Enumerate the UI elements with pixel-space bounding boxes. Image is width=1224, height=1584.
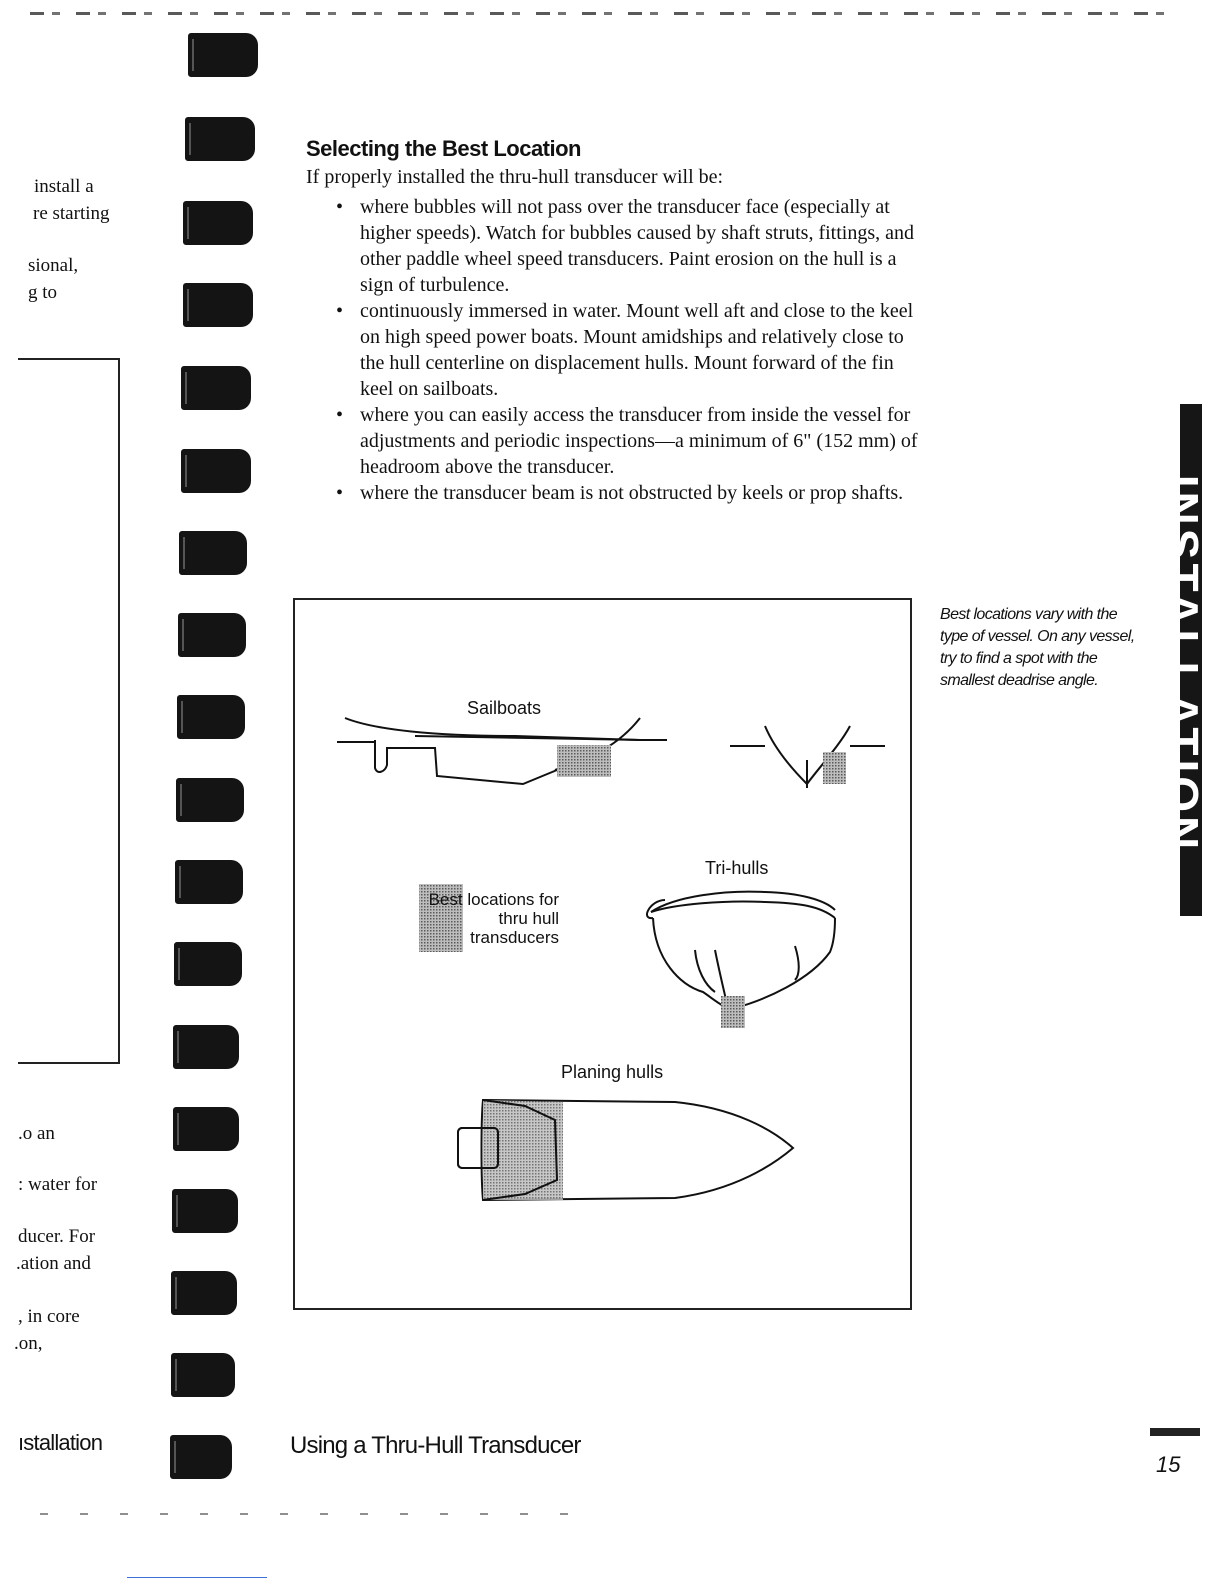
trihull-view <box>647 892 835 1009</box>
bullet-icon: • <box>336 482 344 504</box>
section-tab-label: INSTALLATION <box>1156 474 1208 854</box>
facing-page-box <box>18 358 120 1064</box>
margin-fragment: .ation and <box>16 1253 91 1274</box>
margin-fragment: install a <box>34 176 94 197</box>
section-intro: If properly installed the thru-hull transducer will be: <box>306 166 724 188</box>
binding-ring <box>183 283 253 327</box>
binding-ring <box>171 1353 235 1397</box>
sailboat-end-view <box>730 726 885 788</box>
trihull-location-marker <box>721 996 745 1028</box>
margin-fragment: .o an <box>18 1123 55 1144</box>
margin-fragment: .on, <box>14 1333 43 1354</box>
trihulls-label: Tri-hulls <box>705 858 769 878</box>
list-item: • where you can easily access the transducer from inside the vessel for adjustments and periodic inspections—a minimum of 6" (152 mm) of headroom above the transducer. <box>336 404 918 478</box>
binding-ring <box>185 117 255 161</box>
binding-ring <box>176 778 244 822</box>
hull-diagram <box>295 600 910 1308</box>
margin-fragment: re starting <box>33 203 110 224</box>
margin-fragment: g to <box>28 282 58 303</box>
margin-fragment: : water for <box>18 1174 98 1195</box>
page-number: 15 <box>1156 1452 1181 1477</box>
planing-location-marker <box>483 1100 563 1200</box>
planing-hulls-label: Planing hulls <box>561 1062 664 1082</box>
sailboats-label: Sailboats <box>467 698 542 718</box>
binding-ring <box>179 531 247 575</box>
list-item: • where the transducer beam is not obstructed by keels or prop shafts. <box>336 482 904 504</box>
binding-ring <box>175 860 243 904</box>
binding-ring <box>170 1435 232 1479</box>
bullet-icon: • <box>336 196 344 218</box>
scan-artifact-bottom <box>40 1513 600 1515</box>
sailboat-side-view <box>337 718 667 784</box>
binding-ring <box>172 1189 238 1233</box>
binding-ring <box>178 613 246 657</box>
binding-ring <box>171 1271 237 1315</box>
location-criteria-list <box>330 194 930 506</box>
section-tab <box>1156 404 1208 916</box>
binding-ring <box>173 1107 239 1151</box>
binding-ring <box>181 449 251 493</box>
margin-fragment: , in core <box>18 1306 80 1327</box>
hull-location-figure <box>293 598 912 1310</box>
margin-fragment: ducer. For <box>18 1226 96 1247</box>
bullet-icon: • <box>336 300 344 322</box>
margin-fragment: ıstallation <box>18 1430 103 1455</box>
binding-ring <box>177 695 245 739</box>
scan-artifact-rule <box>127 1577 267 1578</box>
footer-title: Using a Thru-Hull Transducer <box>290 1432 581 1459</box>
binding-ring <box>173 1025 239 1069</box>
legend-text: Best locations for thru hull transducers <box>428 890 559 947</box>
section-heading: Selecting the Best Location <box>306 136 581 161</box>
list-item: • where bubbles will not pass over the transducer face (especially at higher speeds). Watch for bubbles caused by shaft struts, fittings, and other paddle wheel speed transducers. Paint erosion on the hull is a sign of turbulence. <box>336 196 915 296</box>
binding-ring <box>181 366 251 410</box>
list-item: • continuously immersed in water. Mount well aft and close to the keel on high speed power boats. Mount amidships and relatively close to the hull centerline on displacement hulls. Mount forward of the fin keel on sailboats. <box>336 300 914 400</box>
binding-ring <box>174 942 242 986</box>
spiral-binding <box>165 25 275 1495</box>
sailboat-end-location-marker <box>823 752 846 784</box>
bullet-icon: • <box>336 404 344 426</box>
binding-ring <box>188 33 258 77</box>
figure-caption: Best locations vary with the type of vessel. On any vessel, try to find a spot with the smallest deadrise angle. <box>940 606 1135 689</box>
margin-fragment: sional, <box>28 255 79 276</box>
binding-ring <box>183 201 253 245</box>
sailboat-location-marker <box>557 745 611 777</box>
page-number-rule <box>1150 1428 1200 1436</box>
scan-artifact-top <box>30 12 1180 15</box>
